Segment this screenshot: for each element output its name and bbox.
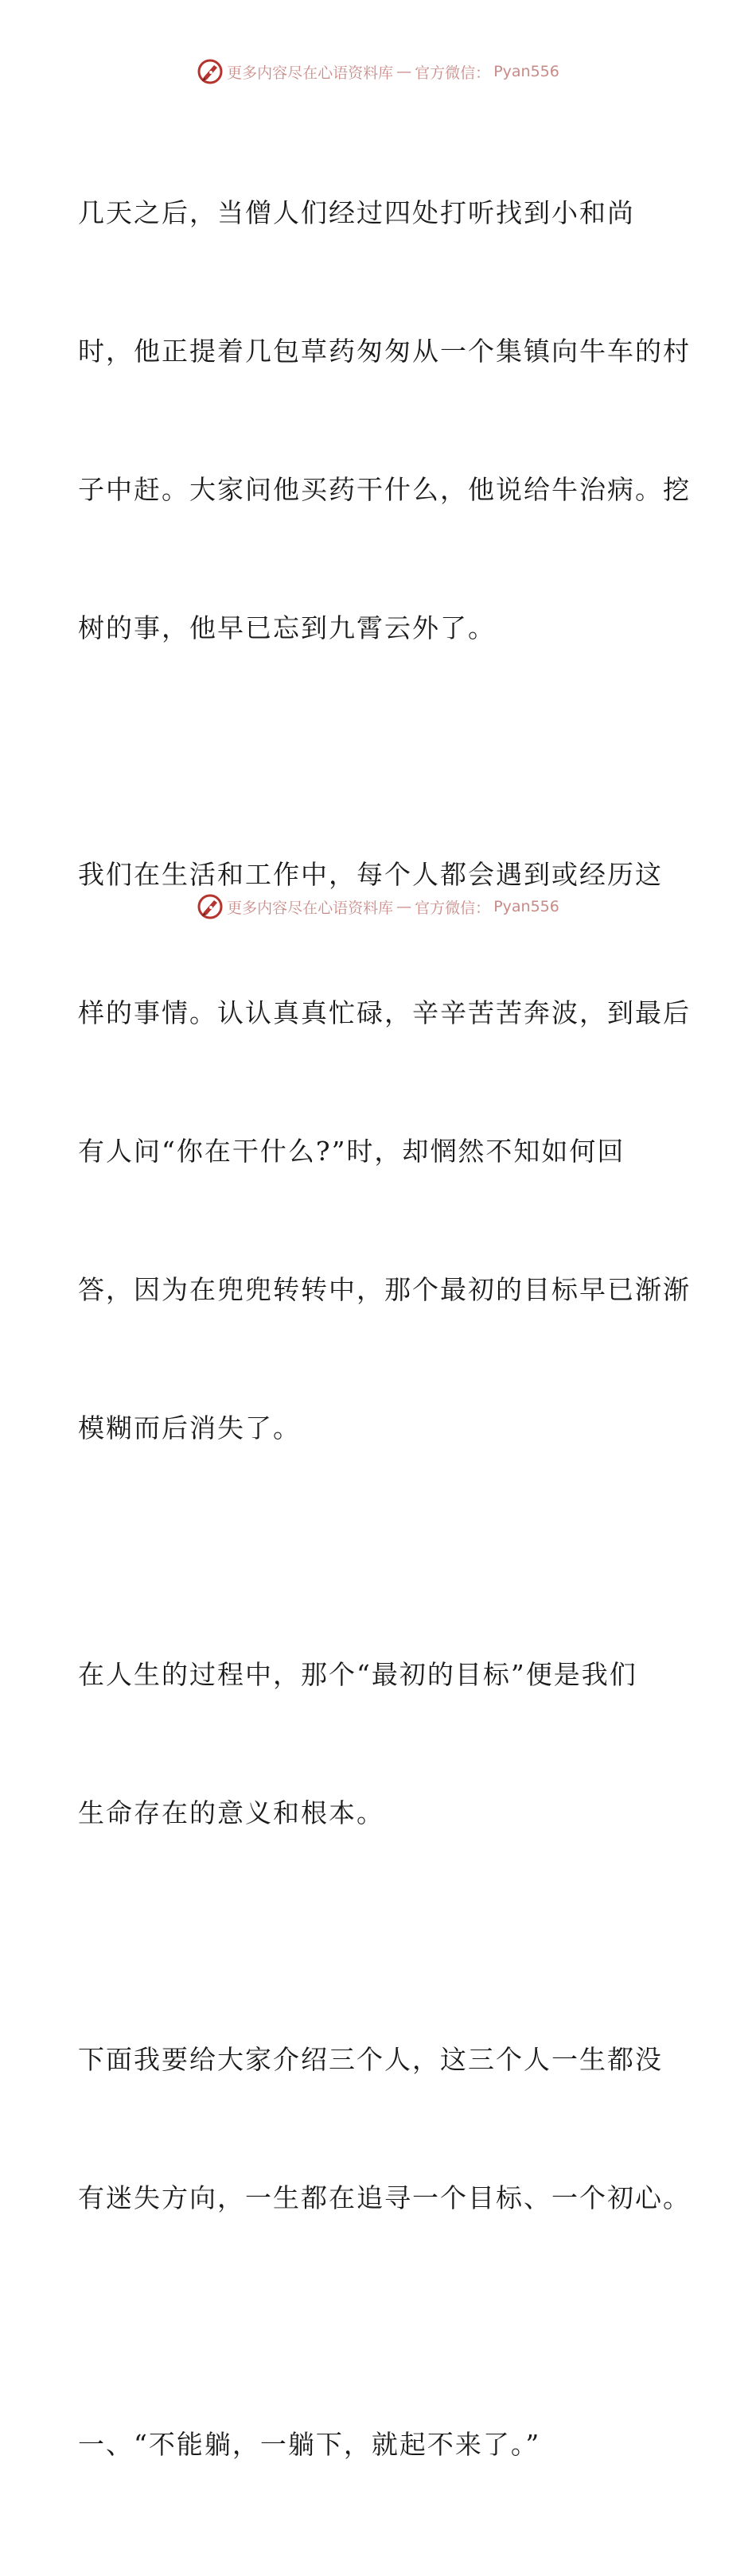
watermark-wechat-id: Pyan556	[493, 63, 559, 80]
paragraph-1	[78, 98, 691, 744]
paragraph-line: 模糊而后消失了。	[78, 1412, 301, 1443]
paragraph-line: 在人生的过程中，那个“最初的目标”便是我们	[78, 1659, 637, 1690]
watermark-separator: —	[396, 63, 412, 80]
paragraph-line: 生命存在的意义和根本。	[78, 1797, 384, 1828]
section-heading	[78, 2329, 683, 2560]
paragraph-line: 子中赶。大家问他买药干什么，他说给牛治病。挖	[78, 474, 691, 505]
paragraph-line: 有迷失方向，一生都在追寻一个目标、一个初心。	[78, 2182, 691, 2213]
paragraph-line: 下面我要给大家介绍三个人，这三个人一生都没	[78, 2044, 663, 2075]
watermark-group	[197, 893, 559, 920]
paragraph-line: 答，因为在兜兜转转中，那个最初的目标早已渐渐	[78, 1274, 691, 1305]
watermark-wechat-id: Pyan556	[493, 898, 559, 915]
paragraph-line: 有人问“你在干什么?”时，却惘然不知如何回	[78, 1136, 625, 1167]
paragraph-line: 时，他正提着几包草药匆匆从一个集镇向牛车的村	[78, 336, 691, 367]
paragraph-line: 几天之后，当僧人们经过四处打听找到小和尚	[78, 197, 635, 228]
paragraph-2	[78, 760, 691, 1544]
pen-logo-icon	[197, 893, 224, 920]
watermark-separator: —	[396, 898, 412, 915]
paragraph-line: 样的事情。认认真真忙碌，辛辛苦苦奔波，到最后	[78, 997, 691, 1028]
pen-logo-icon	[197, 58, 224, 85]
paragraph-line: 我们在生活和工作中，每个人都会遇到或经历这	[78, 859, 663, 890]
document-body	[78, 98, 691, 2576]
watermark-wechat-label: 官方微信：	[415, 899, 491, 917]
section-heading-line: 一、“不能躺，一躺下，就起不来了。”	[78, 2429, 541, 2460]
paragraph-line: 树的事，他早已忘到九霄云外了。	[78, 612, 496, 643]
paragraph-3	[78, 1560, 683, 1929]
footer-watermark-banner	[0, 891, 756, 923]
watermark-wechat-label: 官方微信：	[415, 64, 491, 82]
watermark-title: 更多内容尽在心语资料库	[227, 64, 394, 82]
header-watermark-banner	[0, 56, 756, 87]
watermark-group	[197, 58, 559, 85]
watermark-title: 更多内容尽在心语资料库	[227, 899, 394, 917]
paragraph-4	[78, 1945, 691, 2314]
